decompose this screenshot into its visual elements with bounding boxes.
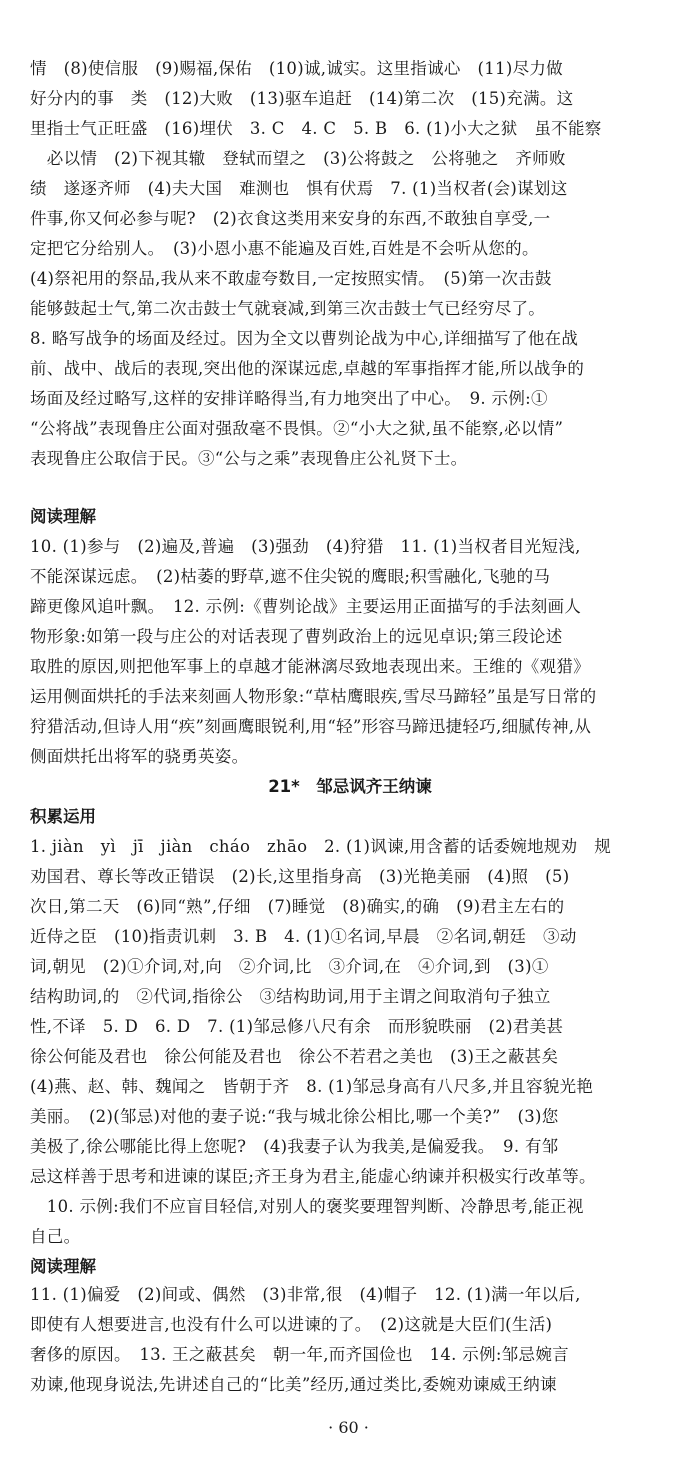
text-line: 侧面烘托出将军的骁勇英姿。 [30, 747, 249, 766]
text-line: 8. 略写战争的场面及经过。因为全文以曹刿论战为中心,详细描写了他在战 [30, 329, 579, 348]
text-line: (4)燕、赵、韩、魏闻之 皆朝于齐 8. (1)邹忌身高有八尺多,并且容貌光艳 [30, 1077, 594, 1096]
text-line: 里指士气正旺盛 (16)埋伏 3. C 4. C 5. B 6. (1)小大之狱 虽不能察 [30, 119, 602, 138]
text-line: 物形象:如第一段与庄公的对话表现了曹刿政治上的远见卓识;第三段论述 [30, 627, 563, 646]
text-line: 绩 遂逐齐师 (4)夫大国 难测也 惧有伏焉 7. (1)当权者(会)谋划这 [30, 179, 568, 198]
lesson-title: 21* 邹忌讽齐王纳谏 [268, 777, 432, 796]
text-line: 运用侧面烘托的手法来刻画人物形象:“草枯鹰眼疾,雪尽马蹄轻”虽是写日常的 [30, 687, 597, 706]
page-number: · 60 · [328, 1418, 369, 1437]
text-line: 奢侈的原因。 13. 王之蔽甚矣 朝一年,而齐国俭也 14. 示例:邹忌婉言 [30, 1345, 569, 1364]
text-line: 前、战中、战后的表现,突出他的深谋远虑,卓越的军事指挥才能,所以战争的 [30, 359, 585, 378]
text-line: 次日,第二天 (6)同“熟”,仔细 (7)睡觉 (8)确实,的确 (9)君主左右的 [30, 897, 565, 916]
answer-block-2 [30, 532, 670, 772]
text-line: 取胜的原因,则把他军事上的卓越才能淋漓尽致地表现出来。王维的《观猎》 [30, 657, 590, 676]
text-line: 劝谏,他现身说法,先讲述自己的“比美”经历,通过类比,委婉劝谏威王纳谏 [30, 1375, 557, 1394]
section-heading-reading-1: 阅读理解 [30, 507, 96, 526]
text-line: 劝国君、尊长等改正错误 (2)长,这里指身高 (3)光艳美丽 (4)照 (5) [30, 867, 570, 886]
text-line: “公将战”表现鲁庄公面对强敌毫不畏惧。②“小大之狱,虽不能察,必以情” [30, 419, 564, 438]
text-line: 结构助词,的 ②代词,指徐公 ③结构助词,用于主谓之间取消句子独立 [30, 987, 551, 1006]
text-line: 词,朝见 (2)①介词,对,向 ②介词,比 ③介词,在 ④介词,到 (3)① [30, 957, 549, 976]
text-line: 好分内的事 类 (12)大败 (13)驱车追赶 (14)第二次 (15)充满。这 [30, 89, 574, 108]
answer-block-1 [30, 54, 670, 474]
text-line: 件事,你又何必参与呢? (2)衣食这类用来安身的东西,不敢独自享受,一 [30, 209, 551, 228]
text-line: 不能深谋远虑。 (2)枯萎的野草,遮不住尖锐的鹰眼;积雪融化,飞驰的马 [30, 567, 551, 586]
text-line: 自己。 [30, 1227, 81, 1246]
text-line: 10. (1)参与 (2)遍及,普遍 (3)强劲 (4)狩猎 11. (1)当权者目光短浅, [30, 537, 581, 556]
text-line: 1. jiàn yì jī jiàn cháo zhāo 2. (1)讽谏,用含蓄的话委婉地规劝 规 [30, 837, 612, 856]
text-line: 场面及经过略写,这样的安排详略得当,有力地突出了中心。 9. 示例:① [30, 389, 548, 408]
text-line: (4)祭祀用的祭品,我从来不敢虚夸数目,一定按照实情。 (5)第一次击鼓 [30, 269, 552, 288]
answer-block-3 [30, 832, 670, 1252]
text-line: 徐公何能及君也 徐公何能及君也 徐公不若君之美也 (3)王之蔽甚矣 [30, 1047, 559, 1066]
answer-block-4 [30, 1280, 670, 1400]
text-line: 蹄更像风追叶飘。 12. 示例:《曹刿论战》主要运用正面描写的手法刻画人 [30, 597, 582, 616]
text-line: 情 (8)使信服 (9)赐福,保佑 (10)诚,诚实。这里指诚心 (11)尽力做 [30, 59, 563, 78]
text-line: 忌这样善于思考和进谏的谋臣;齐王身为君主,能虚心纳谏并积极实行改革等。 [30, 1167, 596, 1186]
text-line: 近侍之臣 (10)指责讥刺 3. B 4. (1)①名词,早晨 ②名词,朝廷 ③动 [30, 927, 577, 946]
text-line: 表现鲁庄公取信于民。③“公与之乘”表现鲁庄公礼贤下士。 [30, 449, 468, 468]
text-line: 即使有人想要进言,也没有什么可以进谏的了。 (2)这就是大臣们(生活) [30, 1315, 553, 1334]
text-line: 10. 示例:我们不应盲目轻信,对别人的褒奖要理智判断、冷静思考,能正视 [30, 1197, 584, 1216]
section-heading-reading-2: 阅读理解 [30, 1257, 96, 1276]
text-line: 必以情 (2)下视其辙 登轼而望之 (3)公将鼓之 公将驰之 齐师败 [30, 149, 566, 168]
section-heading-accumulation: 积累运用 [30, 807, 96, 826]
text-line: 美丽。 (2)(邹忌)对他的妻子说:“我与城北徐公相比,哪一个美?” (3)您 [30, 1107, 559, 1126]
text-line: 定把它分给别人。 (3)小恩小惠不能遍及百姓,百姓是不会听从您的。 [30, 239, 539, 258]
text-line: 能够鼓起士气,第二次击鼓士气就衰减,到第三次击鼓士气已经穷尽了。 [30, 299, 546, 318]
text-line: 狩猎活动,但诗人用“疾”刻画鹰眼锐利,用“轻”形容马蹄迅捷轻巧,细腻传神,从 [30, 717, 592, 736]
text-line: 性,不译 5. D 6. D 7. (1)邹忌修八尺有余 而形貌昳丽 (2)君美甚 [30, 1017, 564, 1036]
text-line: 11. (1)偏爱 (2)间或、偶然 (3)非常,很 (4)帽子 12. (1)满一年以后, [30, 1285, 581, 1304]
text-line: 美极了,徐公哪能比得上您呢? (4)我妻子认为我美,是偏爱我。 9. 有邹 [30, 1137, 559, 1156]
